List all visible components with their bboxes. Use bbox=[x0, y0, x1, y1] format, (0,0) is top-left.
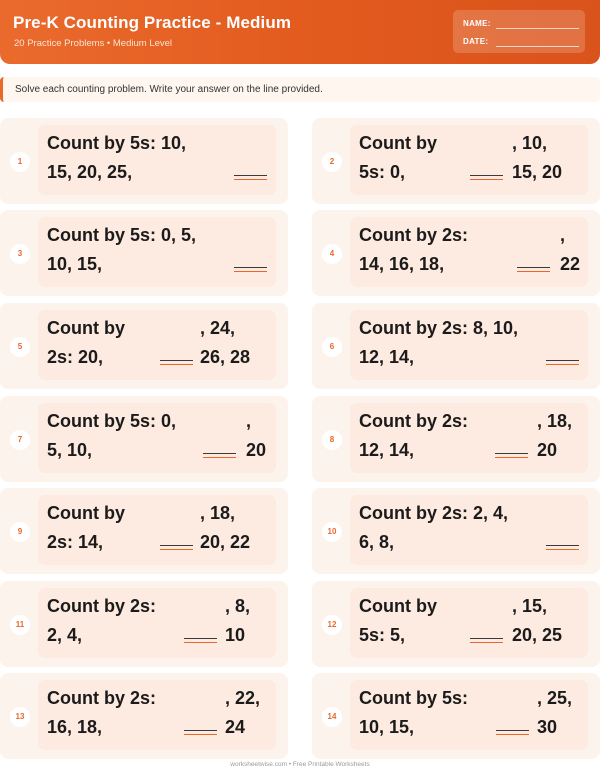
problem-text-line2-after: 30 bbox=[537, 717, 558, 737]
problem-text-line2-after: 20, 25 bbox=[512, 625, 563, 645]
date-row[interactable] bbox=[463, 37, 579, 49]
problem-text-line2-after: 20 bbox=[246, 440, 267, 460]
name-date-box bbox=[453, 10, 585, 53]
problem-body bbox=[350, 310, 588, 380]
problem-text-line1: Count by 5s: 0, bbox=[47, 411, 177, 431]
problem-text-line1: Count by bbox=[47, 503, 125, 523]
problem-text-line1: Count by bbox=[359, 596, 437, 616]
worksheet-subtitle: 20 Practice Problems • Medium Level bbox=[14, 38, 173, 49]
problem-text-line1-after: , 18, bbox=[200, 503, 236, 523]
problem-card bbox=[312, 488, 600, 574]
problem-text-line1: Count by bbox=[359, 133, 437, 153]
answer-blank[interactable] bbox=[234, 175, 267, 181]
problem-text-line2-after: 24 bbox=[225, 717, 246, 737]
answer-blank[interactable] bbox=[203, 453, 236, 459]
problem-number-badge: 5 bbox=[10, 337, 30, 357]
problem-number-badge: 4 bbox=[322, 244, 342, 264]
name-row[interactable] bbox=[463, 19, 579, 31]
problem-card bbox=[312, 303, 600, 389]
instructions-banner bbox=[0, 77, 600, 102]
name-label: NAME: bbox=[463, 19, 491, 28]
name-line bbox=[496, 28, 579, 29]
worksheet-header bbox=[0, 0, 600, 64]
problem-text-line1-after: , bbox=[246, 411, 252, 431]
problem-number-badge: 13 bbox=[10, 707, 30, 727]
problem-text-line2: 12, 14, bbox=[359, 347, 415, 367]
answer-blank[interactable] bbox=[234, 267, 267, 273]
problem-card bbox=[312, 581, 600, 667]
problem-body bbox=[350, 495, 588, 565]
problem-text-line2: 2s: 20, bbox=[47, 347, 104, 367]
problem-text-line1-after: , 22, bbox=[225, 688, 261, 708]
problem-text-line1: Count by 2s: bbox=[47, 596, 157, 616]
problem-text-line2: 5s: 5, bbox=[359, 625, 406, 645]
problem-card bbox=[0, 118, 288, 204]
problem-body bbox=[350, 217, 588, 287]
problem-text-line2: 5s: 0, bbox=[359, 162, 406, 182]
problem-text-line1: Count by 5s: 0, 5, bbox=[47, 225, 197, 245]
problem-number-badge: 7 bbox=[10, 430, 30, 450]
problem-text-line2: 12, 14, bbox=[359, 440, 415, 460]
problem-text-line2: 6, 8, bbox=[359, 532, 395, 552]
problem-text-line1-after: , 25, bbox=[537, 688, 573, 708]
problem-text-line1-after: , 24, bbox=[200, 318, 236, 338]
instructions-text: Solve each counting problem. Write your answer on the line provided. bbox=[15, 84, 323, 95]
problem-number-badge: 3 bbox=[10, 244, 30, 264]
problem-text-line2-after: 15, 20 bbox=[512, 162, 563, 182]
answer-blank[interactable] bbox=[470, 638, 503, 644]
problem-text-line2: 14, 16, 18, bbox=[359, 254, 445, 274]
problem-text-line2: 2, 4, bbox=[47, 625, 83, 645]
problem-number-badge: 8 bbox=[322, 430, 342, 450]
answer-blank[interactable] bbox=[184, 730, 217, 736]
problem-text-line1-after: , 15, bbox=[512, 596, 548, 616]
problem-text-line2: 15, 20, 25, bbox=[47, 162, 133, 182]
problem-body bbox=[350, 125, 588, 195]
problem-body bbox=[38, 310, 276, 380]
problem-text-line2: 16, 18, bbox=[47, 717, 103, 737]
answer-blank[interactable] bbox=[546, 545, 579, 551]
problem-text-line2: 5, 10, bbox=[47, 440, 93, 460]
problem-card bbox=[312, 210, 600, 296]
problem-card bbox=[312, 673, 600, 759]
worksheet-title: Pre-K Counting Practice - Medium bbox=[13, 13, 292, 32]
problem-body bbox=[38, 217, 276, 287]
problem-text-line2: 10, 15, bbox=[47, 254, 103, 274]
answer-blank[interactable] bbox=[517, 267, 550, 273]
problem-text-line2: 10, 15, bbox=[359, 717, 415, 737]
problem-body bbox=[350, 680, 588, 750]
problem-text-line1: Count by 5s: 10, bbox=[47, 133, 187, 153]
problem-text-line1-after: , bbox=[560, 225, 566, 245]
problem-card bbox=[0, 488, 288, 574]
answer-blank[interactable] bbox=[160, 545, 193, 551]
problem-card bbox=[0, 210, 288, 296]
problem-text-line2-after: 20 bbox=[537, 440, 558, 460]
problem-text-line1: Count by 5s: bbox=[359, 688, 469, 708]
problem-card bbox=[312, 396, 600, 482]
problem-body bbox=[38, 588, 276, 658]
problem-text-line1: Count by 2s: bbox=[47, 688, 157, 708]
problem-number-badge: 2 bbox=[322, 152, 342, 172]
problem-card bbox=[0, 303, 288, 389]
problem-text-line1-after: , 10, bbox=[512, 133, 548, 153]
footer-text: worksheetwise.com • Free Printable Worksheets bbox=[230, 761, 370, 768]
problem-text-line1: Count by 2s: bbox=[359, 411, 469, 431]
problem-text-line1-after: , 8, bbox=[225, 596, 251, 616]
problem-text-line2-after: 26, 28 bbox=[200, 347, 251, 367]
problem-body bbox=[38, 495, 276, 565]
problem-text-line1: Count by bbox=[47, 318, 125, 338]
problem-number-badge: 1 bbox=[10, 152, 30, 172]
problem-number-badge: 11 bbox=[10, 615, 30, 635]
answer-blank[interactable] bbox=[184, 638, 217, 644]
problem-body bbox=[38, 403, 276, 473]
problem-number-badge: 10 bbox=[322, 522, 342, 542]
problem-text-line2-after: 20, 22 bbox=[200, 532, 251, 552]
answer-blank[interactable] bbox=[160, 360, 193, 366]
problem-number-badge: 6 bbox=[322, 337, 342, 357]
problem-body bbox=[350, 588, 588, 658]
problem-text-line1: Count by 2s: bbox=[359, 225, 469, 245]
problem-body bbox=[350, 403, 588, 473]
problem-text-line1: Count by 2s: 8, 10, bbox=[359, 318, 519, 338]
answer-blank[interactable] bbox=[546, 360, 579, 366]
problem-text-line1-after: , 18, bbox=[537, 411, 573, 431]
problem-body bbox=[38, 125, 276, 195]
date-line bbox=[496, 46, 579, 47]
problem-text-line1: Count by 2s: 2, 4, bbox=[359, 503, 509, 523]
problem-number-badge: 14 bbox=[322, 707, 342, 727]
problem-number-badge: 12 bbox=[322, 615, 342, 635]
date-label: DATE: bbox=[463, 37, 489, 46]
problem-text-line2-after: 10 bbox=[225, 625, 246, 645]
problem-text-line2: 2s: 14, bbox=[47, 532, 104, 552]
problem-card bbox=[312, 118, 600, 204]
problem-card bbox=[0, 673, 288, 759]
answer-blank[interactable] bbox=[470, 175, 503, 181]
problem-card bbox=[0, 396, 288, 482]
problem-body bbox=[38, 680, 276, 750]
answer-blank[interactable] bbox=[496, 730, 529, 736]
problem-text-line2-after: 22 bbox=[560, 254, 581, 274]
problem-number-badge: 9 bbox=[10, 522, 30, 542]
answer-blank[interactable] bbox=[495, 453, 528, 459]
problem-card bbox=[0, 581, 288, 667]
